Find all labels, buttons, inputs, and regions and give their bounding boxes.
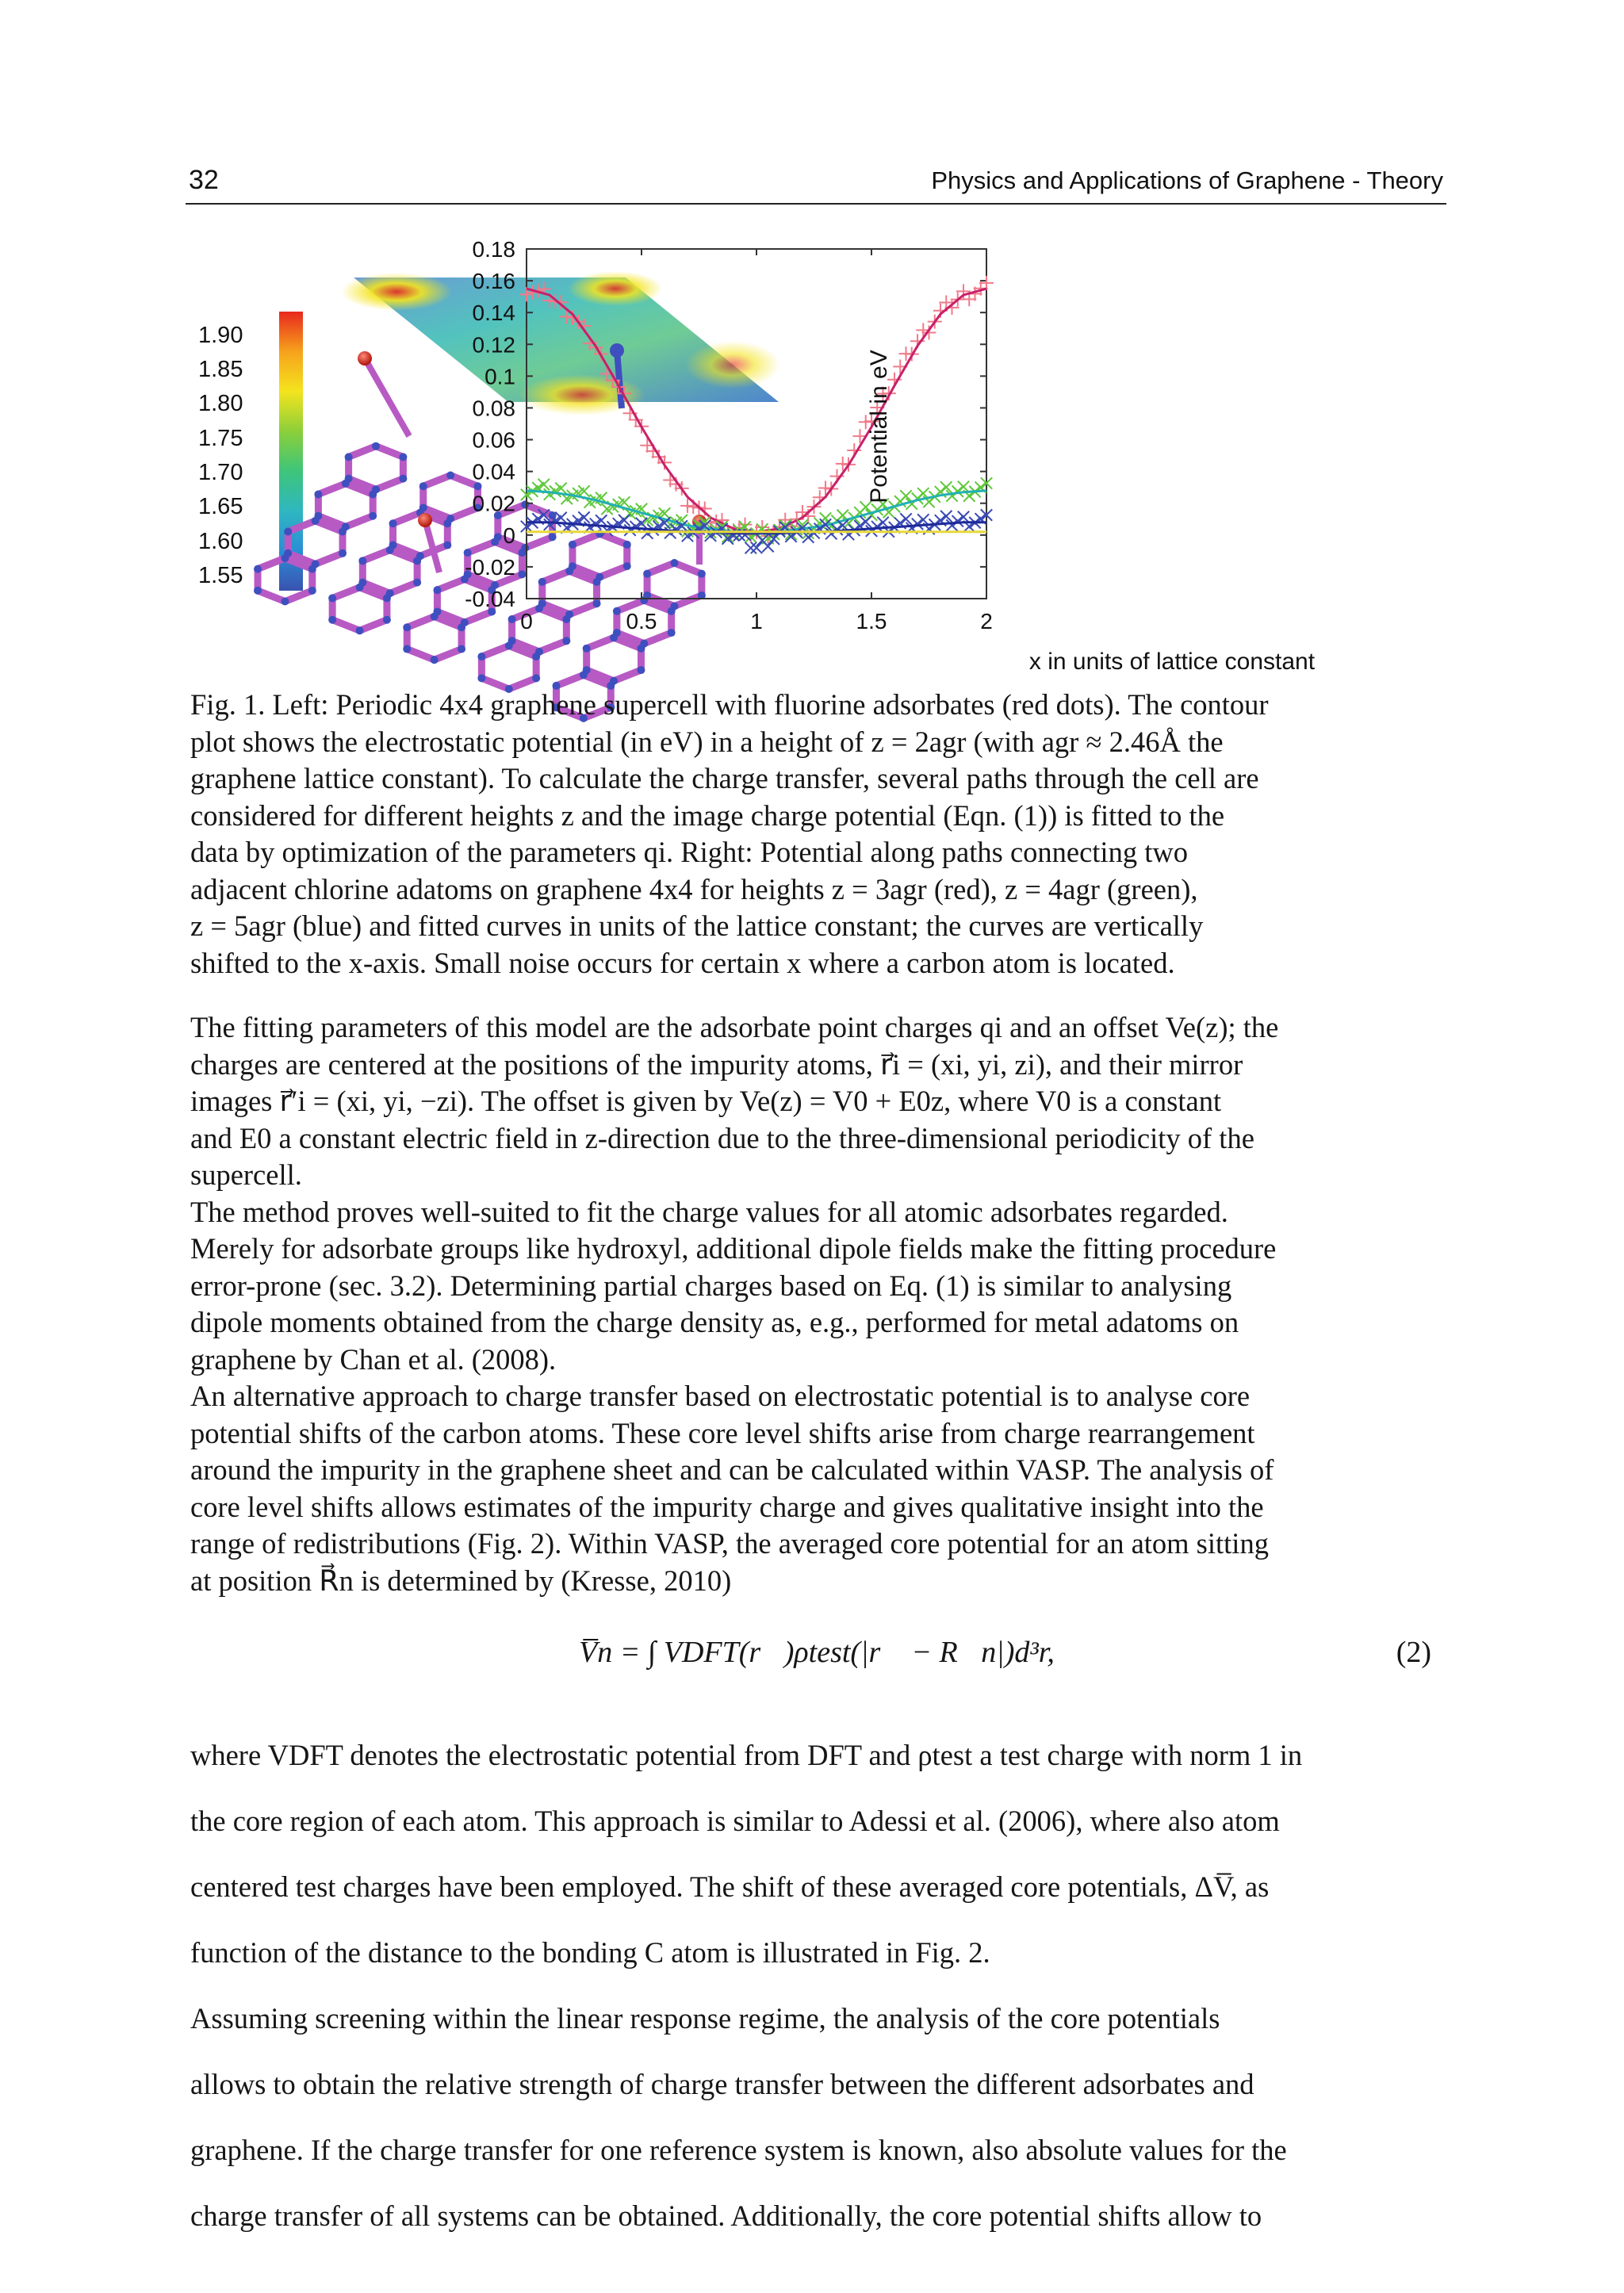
carbon-atom [670, 559, 678, 567]
cc-bond [573, 534, 599, 545]
carbon-atom [284, 528, 292, 536]
caption-line: shifted to the x-axis. Small noise occurs for certain x where a carbon atom is located. [190, 946, 1175, 979]
body-line: dipole moments obtained from the charge density as, e.g., performed for metal adatoms on [190, 1306, 1239, 1338]
cc-bond [318, 484, 345, 495]
y-tick-label: 0.06 [472, 427, 515, 453]
carbon-atom [643, 570, 651, 578]
carbon-atom [623, 541, 631, 549]
cc-bond [423, 476, 450, 487]
body-line: charges are centered at the positions of the impurity atoms, r⃗i = (xi, yi, zi), and their mirror [190, 1047, 1243, 1081]
y-tick-label: 0.16 [472, 269, 515, 294]
carbon-atom [565, 567, 573, 575]
body-line: around the impurity in the graphene sheet and can be calculated within VASP. The analysis of [190, 1453, 1274, 1486]
cc-bond [542, 571, 569, 582]
carbon-atom [538, 578, 546, 586]
carbon-atom [419, 482, 427, 490]
carbon-atom [433, 586, 441, 594]
carbon-atom [342, 480, 350, 488]
x-axis-label: x in units of lattice constant [1028, 649, 1316, 675]
body-line: and E0 a constant electric field in z-direction due to the three-dimensional periodicity of the [190, 1121, 1254, 1154]
carbon-atom [569, 541, 576, 549]
cc-bond [376, 446, 403, 457]
equation-expression: V̅n = ∫ VDFT(r⃗)ρtest(|r⃗ − R⃗n|)d³r, [579, 1636, 1055, 1669]
colorbar-label: 1.70 [198, 460, 243, 485]
colorbar-label: 1.75 [198, 426, 243, 451]
carbon-atom [369, 512, 377, 520]
body-line: images r⃗′i = (xi, yi, −zi). The offset is given by Ve(z) = V0 + E0z, where V0 is a constant [190, 1085, 1222, 1117]
colorbar-label: 1.85 [198, 357, 243, 382]
running-title: Physics and Applications of Graphene - Theory [931, 167, 1443, 194]
body-line: centered test charges have been employed. The shift of these averaged core potentials, ΔV̅, as [190, 1870, 1270, 1903]
y-tick-label: 0.14 [472, 301, 515, 326]
data-point [912, 519, 923, 530]
colorbar-label: 1.55 [198, 563, 243, 588]
carbon-atom [505, 641, 513, 649]
cc-bond [674, 563, 701, 574]
cc-bond [525, 537, 552, 548]
carbon-atom [443, 519, 451, 527]
carbon-atom [312, 517, 320, 525]
carbon-atom [637, 645, 645, 653]
y-tick-label: 0.1 [485, 364, 515, 389]
potential-line-chart [465, 230, 1446, 682]
cc-bond [644, 633, 671, 644]
y-tick-label: 0.08 [472, 396, 515, 421]
carbon-atom [458, 645, 465, 653]
carbon-atom [281, 554, 289, 562]
carbon-atom [532, 674, 540, 682]
carbon-atom [637, 666, 645, 674]
body-line: range of redistributions (Fig. 2). Within VASP, the averaged core potential for an atom sitting [190, 1527, 1269, 1560]
cc-bond [556, 675, 583, 686]
x-tick-label: 0 [520, 609, 533, 634]
x-tick-label: 0.5 [626, 609, 657, 634]
caption-line: z = 5agr (blue) and fitted curves in units of the lattice constant; the curves are vertically [190, 909, 1204, 942]
caption-line: plot shows the electrostatic potential (in eV) in a height of z = 2agr (with agr ≈ 2.46Å the [190, 725, 1224, 758]
carbon-atom [668, 607, 676, 615]
carbon-atom [281, 598, 289, 606]
y-tick-label: 0.02 [472, 491, 515, 516]
body-line: function of the distance to the bonding C atom is illustrated in Fig. 2. [190, 1935, 990, 1969]
caption-line: graphene lattice constant). To calculate the charge transfer, several paths through the cell are [190, 762, 1259, 794]
cc-bond [332, 588, 359, 599]
carbon-atom [562, 637, 570, 645]
figure-1 [186, 230, 1446, 682]
data-point [900, 490, 911, 501]
fluorine-adatom [418, 513, 432, 527]
colorbar-label: 1.60 [198, 529, 243, 554]
carbon-atom [613, 607, 621, 615]
body-line: where VDFT denotes the electrostatic potential from DFT and ρtest a test charge with norm 1 in [190, 1738, 1303, 1771]
cc-bond [468, 542, 495, 553]
cc-bond [599, 534, 626, 545]
carbon-atom [358, 557, 366, 565]
cc-bond [481, 645, 508, 657]
carbon-atom [535, 604, 543, 612]
carbon-atom [623, 562, 631, 570]
x-tick-label: 2 [980, 609, 993, 634]
body-line: at position R⃗n is determined by (Kresse, 2010) [190, 1564, 732, 1597]
carbon-atom [308, 587, 316, 595]
body-line: graphene. If the charge transfer for one reference system is known, also absolute values for the [190, 2133, 1287, 2166]
body-line: graphene by Chan et al. (2008). [190, 1342, 557, 1376]
carbon-atom [308, 565, 316, 573]
fluorine-adatom [610, 343, 624, 358]
carbon-atom [549, 533, 557, 541]
cc-bond [393, 513, 420, 524]
body-line: the core region of each atom. This approach is similar to Adessi et al. (2006), where also atom [190, 1804, 1280, 1837]
carbon-atom [521, 500, 529, 508]
carbon-atom [339, 528, 347, 536]
carbon-atom [518, 570, 526, 578]
cc-bond [407, 617, 434, 628]
carbon-atom [413, 557, 421, 565]
carbon-atom [477, 653, 485, 660]
caption-line: adjacent chlorine adatoms on graphene 4x4 for heights z = 3agr (red), z = 4agr (green), [190, 872, 1198, 905]
carbon-atom [372, 442, 380, 450]
body-line: charge transfer of all systems can be obtained. Additionally, the core potential shifts allow to [190, 2199, 1262, 2232]
cc-bond [360, 620, 387, 631]
cc-bond [390, 583, 417, 594]
carbon-atom [389, 519, 397, 527]
y-tick-label: 0 [503, 523, 515, 548]
carbon-atom [491, 538, 499, 545]
carbon-atom [532, 653, 540, 660]
carbon-atom [698, 570, 706, 578]
body-text-continued [190, 1708, 1431, 2264]
x-tick-label: 1 [750, 609, 763, 634]
data-point [820, 512, 831, 523]
cc-bond [362, 550, 389, 561]
colorbar-label: 1.80 [198, 391, 243, 416]
body-line: Merely for adsorbate groups like hydroxyl, additional dipole fields make the fitting procedure [190, 1232, 1277, 1265]
carbon-atom [431, 656, 439, 664]
carbon-atom [399, 453, 407, 461]
carbon-atom [369, 490, 377, 498]
page-number: 32 [189, 165, 219, 195]
cc-bond [437, 580, 464, 591]
x-tick-label: 1.5 [856, 609, 887, 634]
carbon-atom [383, 616, 391, 624]
carbon-atom [477, 674, 485, 682]
data-point [952, 515, 963, 526]
colorbar-label: 1.90 [198, 323, 243, 348]
carbon-atom [668, 629, 676, 637]
cc-bond [614, 670, 641, 681]
carbon-atom [458, 623, 465, 631]
carbon-atom [356, 626, 364, 634]
cc-bond [599, 566, 626, 577]
carbon-atom [443, 542, 451, 549]
cc-bond [465, 611, 492, 622]
carbon-atom [383, 594, 391, 602]
caption-line: Fig. 1. Left: Periodic 4x4 graphene supercell with fluorine adsorbates (red dots). The contour [190, 688, 1269, 721]
carbon-atom [562, 615, 570, 623]
carbon-atom [386, 546, 394, 554]
carbon-atom [254, 565, 262, 573]
cc-bond [346, 516, 373, 527]
body-line: supercell. [190, 1158, 302, 1191]
cc-bond [407, 649, 434, 660]
body-text [190, 1009, 1431, 1599]
body-line: potential shifts of the carbon atoms. These core level shifts arise from charge rearrangement [190, 1416, 1255, 1449]
body-line: The method proves well-suited to fit the charge values for all atomic adsorbates regarded. [190, 1195, 1228, 1228]
fluorine-adatom [358, 351, 372, 366]
body-line: allows to obtain the relative strength of charge transfer between the different adsorbates and [190, 2067, 1254, 2100]
y-axis-label: Potential in eV [866, 350, 892, 503]
y-tick-label: 0.18 [472, 237, 515, 262]
carbon-atom [339, 549, 347, 557]
cc-bond [587, 637, 614, 649]
carbon-atom [413, 579, 421, 587]
body-line: The fitting parameters of this model are the adsorbate point charges qi and an offset Ve(z); the [190, 1011, 1279, 1043]
carbon-atom [314, 490, 322, 498]
y-tick-label: -0.04 [465, 587, 515, 611]
carbon-atom [431, 613, 439, 621]
carbon-atom [610, 634, 618, 641]
cc-bond [258, 591, 285, 602]
potential-contour-plane [341, 271, 780, 415]
carbon-atom [399, 475, 407, 483]
cc-bond [539, 641, 566, 652]
carbon-atom [583, 645, 591, 653]
body-line: error-prone (sec. 3.2). Determining partial charges based on Eq. (1) is similar to analysing [190, 1269, 1232, 1302]
carbon-atom [328, 616, 336, 624]
caption-line: considered for different heights z and the image charge potential (Eqn. (1)) is fitted to the [190, 798, 1225, 832]
cc-bond [435, 649, 462, 660]
cc-bond [376, 479, 403, 490]
cc-bond [569, 603, 596, 614]
carbon-atom [403, 645, 411, 653]
equation-2 [190, 1622, 1431, 1694]
carbon-atom [328, 594, 336, 602]
carbon-atom [403, 623, 411, 631]
carbon-atom [508, 615, 516, 623]
y-tick-label: -0.02 [465, 554, 515, 580]
carbon-atom [356, 584, 364, 591]
body-line: core level shifts allows estimates of the impurity charge and gives qualitative insight into the [190, 1490, 1264, 1523]
carbon-atom [593, 599, 601, 607]
body-line: An alternative approach to charge transfer based on electrostatic potential is to analyse core [190, 1380, 1251, 1412]
carbon-atom [345, 453, 353, 461]
data-point [831, 524, 842, 535]
carbon-atom [446, 472, 454, 480]
cc-bond [332, 620, 359, 631]
equation-number: (2) [1396, 1636, 1431, 1669]
y-tick-label: 0.12 [472, 332, 515, 358]
figure-caption [190, 687, 1431, 982]
caption-line: data by optimization of the parameters qi. Right: Potential along paths connecting two [190, 836, 1188, 868]
adsorbate-bond [365, 358, 409, 436]
carbon-atom [518, 549, 526, 557]
cc-bond [316, 553, 343, 565]
carbon-atom [580, 671, 588, 679]
colorbar-label: 1.65 [198, 494, 243, 519]
carbon-atom [593, 578, 601, 586]
cc-bond [647, 563, 674, 574]
cc-bond [349, 446, 376, 457]
page-header [186, 163, 1446, 205]
carbon-atom [254, 587, 262, 595]
body-line: Assuming screening within the linear response regime, the analysis of the core potentials [190, 2001, 1220, 2035]
y-tick-label: 0.04 [472, 459, 515, 484]
cc-bond [674, 595, 701, 607]
cc-bond [285, 591, 312, 602]
graphene-supercell-illustration [320, 278, 804, 626]
